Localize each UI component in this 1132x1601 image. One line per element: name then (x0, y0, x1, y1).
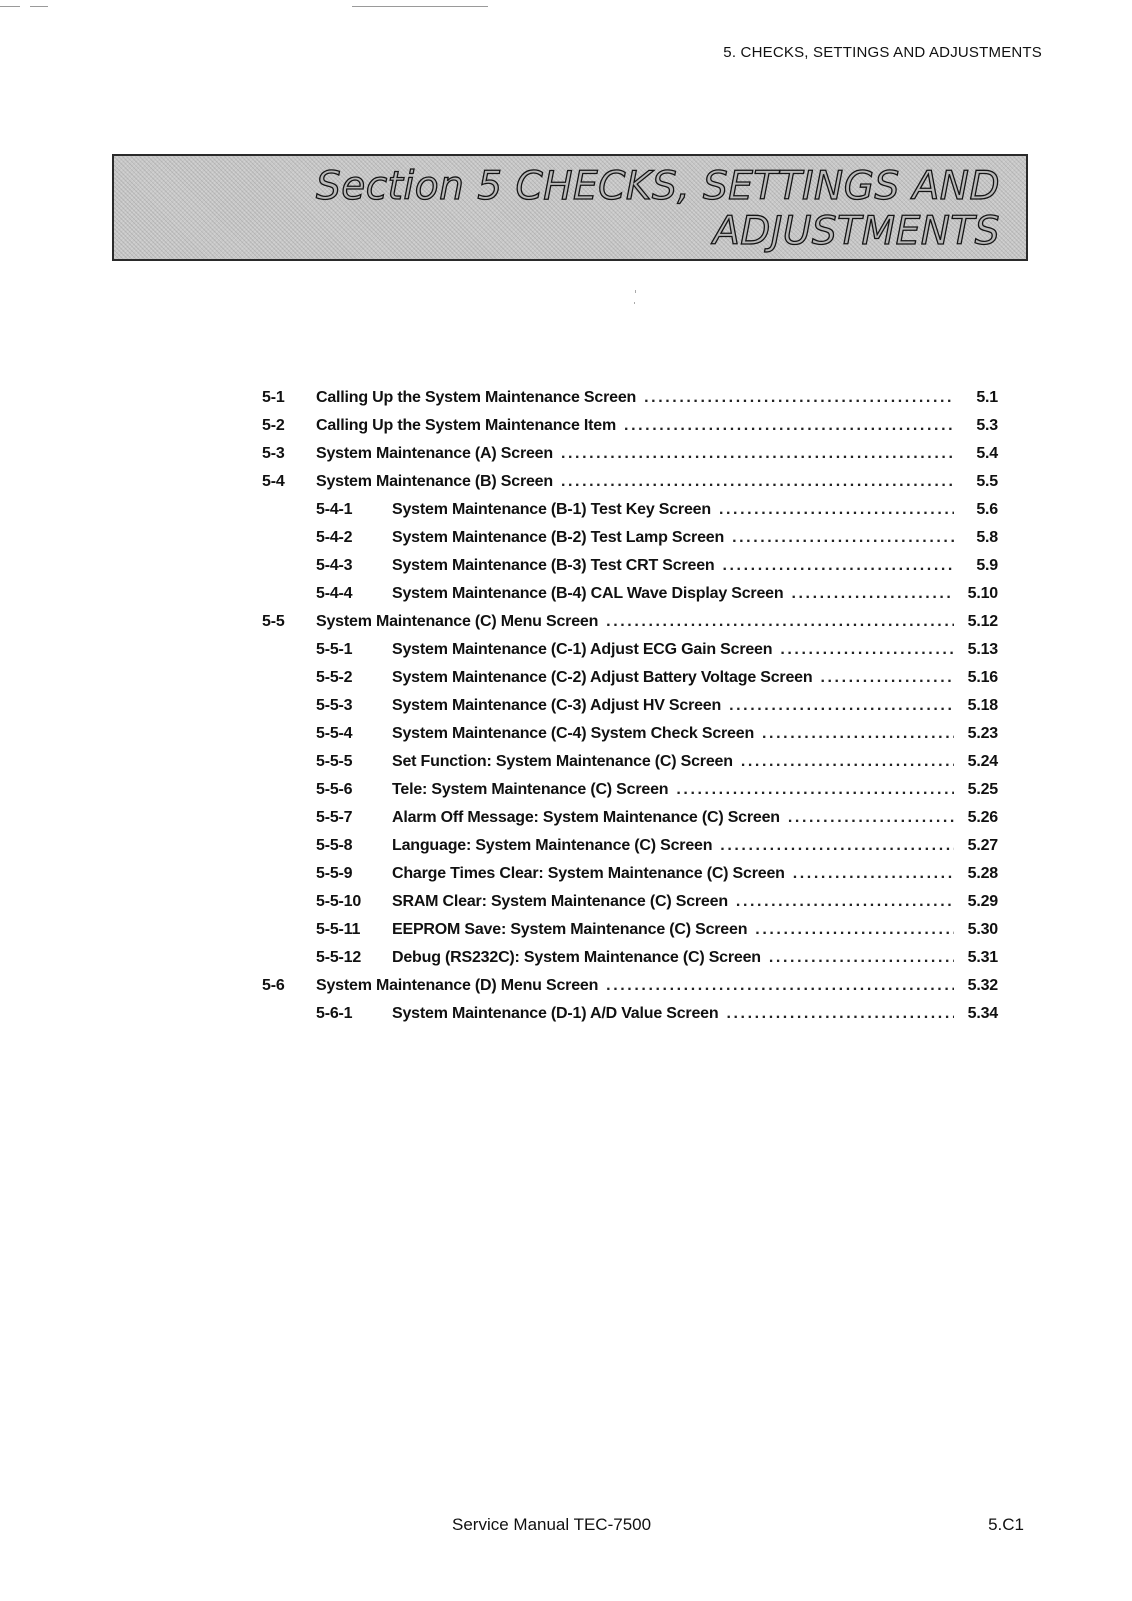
toc-dot-leader (644, 384, 954, 412)
toc-entry-title: EEPROM Save: System Maintenance (C) Screen (392, 921, 748, 938)
toc-dot-leader (722, 552, 954, 580)
toc-entry-title: System Maintenance (C) Menu Screen (316, 613, 599, 630)
toc-entry[interactable] (262, 832, 998, 860)
section-title-line-2: ADJUSTMENTS (713, 209, 1000, 254)
toc-entry-title: System Maintenance (D) Menu Screen (316, 977, 599, 994)
toc-entry-number: 5-4 (262, 473, 285, 490)
toc-entry[interactable] (262, 524, 998, 552)
toc-entry-title: Alarm Off Message: System Maintenance (C) Screen (392, 809, 780, 826)
toc-entry[interactable] (262, 580, 998, 608)
toc-entry-page: 5.6 (976, 501, 998, 518)
table-of-contents (262, 384, 998, 1028)
toc-dot-leader (736, 888, 954, 916)
toc-entry-number: 5-5-6 (316, 781, 353, 798)
toc-entry-number: 5-5-2 (316, 669, 353, 686)
toc-dot-leader (561, 440, 954, 468)
toc-entry-page: 5.5 (976, 473, 998, 490)
toc-entry[interactable] (262, 608, 998, 636)
toc-entry[interactable] (262, 1000, 998, 1028)
toc-dot-leader (676, 776, 954, 804)
toc-entry-title: System Maintenance (B) Screen (316, 473, 553, 490)
section-banner (112, 154, 1028, 261)
footer-page-number: 5.C1 (988, 1515, 1024, 1534)
toc-entry-number: 5-5-1 (316, 641, 353, 658)
toc-dot-leader (732, 524, 954, 552)
toc-entry-page: 5.26 (967, 809, 998, 826)
toc-dot-leader (719, 496, 954, 524)
toc-entry[interactable] (262, 888, 998, 916)
toc-entry-number: 5-5 (262, 613, 285, 630)
toc-entry-page: 5.12 (967, 613, 998, 630)
running-header: 5. CHECKS, SETTINGS AND ADJUSTMENTS (723, 44, 1042, 61)
toc-dot-leader (793, 860, 954, 888)
toc-entry-number: 5-5-3 (316, 697, 353, 714)
toc-entry-title: System Maintenance (C-2) Adjust Battery Voltage Screen (392, 669, 813, 686)
toc-entry-number: 5-3 (262, 445, 285, 462)
toc-entry-title: Calling Up the System Maintenance Screen (316, 389, 637, 406)
toc-entry[interactable] (262, 412, 998, 440)
toc-entry-number: 5-5-9 (316, 865, 353, 882)
toc-entry-title: System Maintenance (B-3) Test CRT Screen (392, 557, 715, 574)
toc-entry[interactable] (262, 748, 998, 776)
toc-entry-page: 5.29 (967, 893, 998, 910)
toc-dot-leader (726, 1000, 954, 1028)
toc-entry-number: 5-5-4 (316, 725, 353, 742)
toc-dot-leader (791, 580, 954, 608)
section-title-line-1: Section 5 CHECKS, SETTINGS AND (315, 164, 1000, 209)
toc-entry-page: 5.18 (967, 697, 998, 714)
toc-entry-number: 5-2 (262, 417, 285, 434)
scan-speck (634, 302, 635, 304)
toc-entry[interactable] (262, 440, 998, 468)
toc-entry-page: 5.9 (976, 557, 998, 574)
toc-dot-leader (561, 468, 954, 496)
toc-entry-page: 5.34 (967, 1005, 998, 1022)
toc-entry-title: Tele: System Maintenance (C) Screen (392, 781, 669, 798)
toc-entry-page: 5.23 (967, 725, 998, 742)
section-title (316, 164, 1000, 254)
toc-entry-page: 5.13 (967, 641, 998, 658)
toc-entry-title: System Maintenance (B-2) Test Lamp Screen (392, 529, 725, 546)
toc-dot-leader (624, 412, 954, 440)
toc-entry-number: 5-4-4 (316, 585, 353, 602)
toc-entry-page: 5.25 (967, 781, 998, 798)
footer-manual-title: Service Manual TEC-7500 (452, 1515, 652, 1534)
toc-entry-page: 5.4 (976, 445, 998, 462)
scan-speck (635, 290, 636, 293)
toc-entry-page: 5.31 (967, 949, 998, 966)
scan-artifact-line (30, 6, 48, 7)
toc-dot-leader (606, 608, 954, 636)
toc-entry-title: System Maintenance (C-3) Adjust HV Screen (392, 697, 722, 714)
toc-dot-leader (606, 972, 954, 1000)
toc-entry-title: System Maintenance (C-1) Adjust ECG Gain Screen (392, 641, 773, 658)
toc-entry-number: 5-4-2 (316, 529, 353, 546)
toc-entry-title: Set Function: System Maintenance (C) Screen (392, 753, 733, 770)
scan-artifact-line (352, 6, 488, 7)
toc-entry[interactable] (262, 804, 998, 832)
toc-entry-title: SRAM Clear: System Maintenance (C) Screen (392, 893, 728, 910)
toc-entry-number: 5-5-12 (316, 949, 362, 966)
toc-entry[interactable] (262, 972, 998, 1000)
toc-entry-number: 5-5-7 (316, 809, 353, 826)
toc-entry-page: 5.3 (976, 417, 998, 434)
toc-entry[interactable] (262, 916, 998, 944)
toc-entry-page: 5.10 (967, 585, 998, 602)
toc-entry-page: 5.32 (967, 977, 998, 994)
toc-entry-title: Calling Up the System Maintenance Item (316, 417, 617, 434)
toc-entry-title: System Maintenance (D-1) A/D Value Screen (392, 1005, 719, 1022)
toc-entry-title: System Maintenance (A) Screen (316, 445, 553, 462)
toc-entry[interactable] (262, 496, 998, 524)
toc-entry-title: Language: System Maintenance (C) Screen (392, 837, 713, 854)
toc-entry-number: 5-6 (262, 977, 285, 994)
toc-dot-leader (741, 748, 954, 776)
toc-entry-page: 5.8 (976, 529, 998, 546)
toc-entry-title: Debug (RS232C): System Maintenance (C) Screen (392, 949, 761, 966)
toc-dot-leader (780, 636, 954, 664)
toc-entry-number: 5-5-5 (316, 753, 353, 770)
toc-dot-leader (788, 804, 954, 832)
toc-entry[interactable] (262, 944, 998, 972)
toc-entry-page: 5.1 (976, 389, 998, 406)
toc-dot-leader (820, 664, 954, 692)
toc-entry-page: 5.30 (967, 921, 998, 938)
toc-entry-title: System Maintenance (B-4) CAL Wave Display Screen (392, 585, 784, 602)
toc-entry-number: 5-5-8 (316, 837, 353, 854)
toc-entry-number: 5-4-1 (316, 501, 353, 518)
toc-dot-leader (769, 944, 954, 972)
toc-entry[interactable] (262, 720, 998, 748)
toc-entry-page: 5.28 (967, 865, 998, 882)
toc-entry-number: 5-5-11 (316, 921, 361, 938)
toc-entry-number: 5-5-10 (316, 893, 362, 910)
toc-dot-leader (729, 692, 954, 720)
toc-entry[interactable] (262, 860, 998, 888)
toc-entry[interactable] (262, 664, 998, 692)
toc-entry-title: System Maintenance (B-1) Test Key Screen (392, 501, 711, 518)
toc-entry-title: System Maintenance (C-4) System Check Screen (392, 725, 755, 742)
scan-artifact-line (0, 6, 20, 7)
toc-entry[interactable] (262, 384, 998, 412)
toc-entry-number: 5-4-3 (316, 557, 353, 574)
toc-entry-page: 5.27 (967, 837, 998, 854)
toc-entry-number: 5-6-1 (316, 1005, 353, 1022)
toc-dot-leader (755, 916, 954, 944)
toc-entry[interactable] (262, 468, 998, 496)
toc-entry-page: 5.24 (967, 753, 998, 770)
toc-entry[interactable] (262, 636, 998, 664)
toc-dot-leader (762, 720, 954, 748)
toc-entry-number: 5-1 (262, 389, 285, 406)
toc-dot-leader (720, 832, 954, 860)
toc-entry[interactable] (262, 776, 998, 804)
toc-entry-title: Charge Times Clear: System Maintenance (C) Screen (392, 865, 785, 882)
toc-entry[interactable] (262, 552, 998, 580)
toc-entry[interactable] (262, 692, 998, 720)
toc-entry-page: 5.16 (967, 669, 998, 686)
